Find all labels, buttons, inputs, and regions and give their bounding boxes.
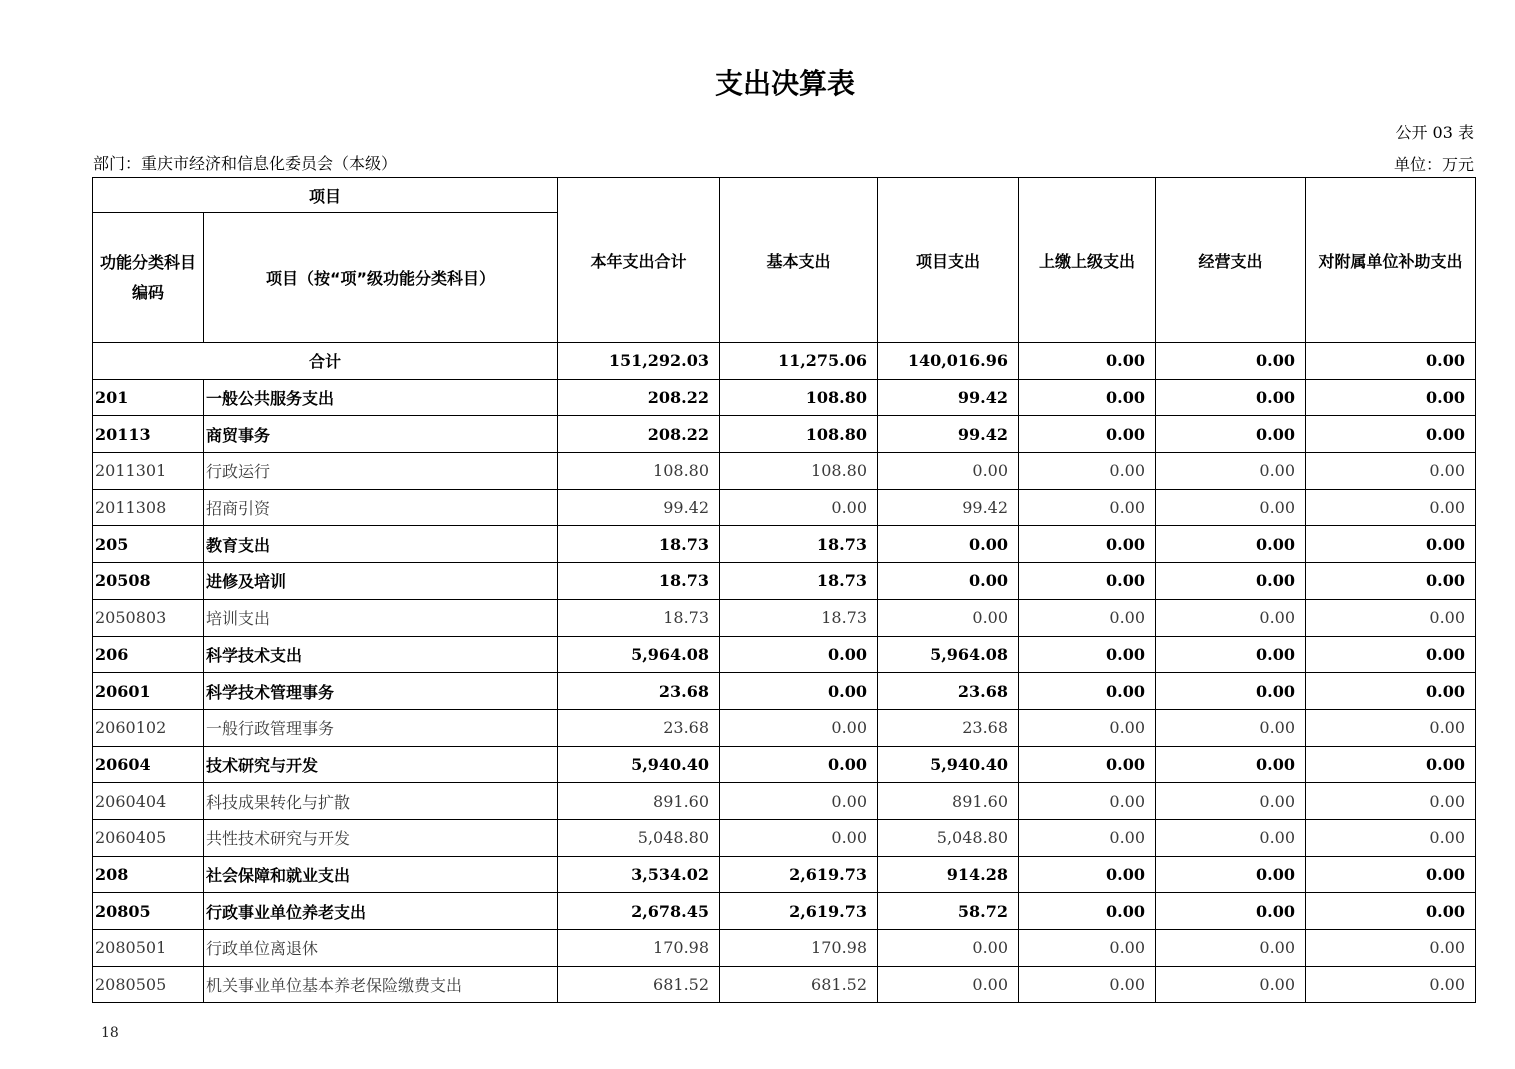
amount-cell: 0.00 [1306, 783, 1476, 820]
amount-cell: 0.00 [1306, 526, 1476, 563]
amount-cell: 0.00 [1156, 746, 1306, 783]
amount-cell: 0.00 [1156, 856, 1306, 893]
amount-cell: 23.68 [558, 709, 720, 746]
subject-name: 科技成果转化与扩散 [204, 783, 558, 820]
subject-name: 技术研究与开发 [204, 746, 558, 783]
amount-cell: 23.68 [878, 709, 1019, 746]
subject-name: 一般行政管理事务 [204, 709, 558, 746]
header-total: 本年支出合计 [558, 178, 720, 343]
subject-name: 商贸事务 [204, 416, 558, 453]
total-label: 合计 [93, 343, 558, 380]
amount-cell: 0.00 [1019, 489, 1156, 526]
amount-cell: 99.42 [878, 489, 1019, 526]
header-code: 功能分类科目编码 [93, 213, 204, 343]
amount-cell: 0.00 [878, 526, 1019, 563]
total-value: 0.00 [1019, 343, 1156, 380]
header-subsidy: 对附属单位补助支出 [1306, 178, 1476, 343]
table-row [93, 453, 1476, 490]
subject-code: 2011308 [93, 489, 204, 526]
table-row [93, 856, 1476, 893]
amount-cell: 3,534.02 [558, 856, 720, 893]
amount-cell: 681.52 [720, 966, 878, 1003]
amount-cell: 5,940.40 [558, 746, 720, 783]
subject-code: 2080501 [93, 930, 204, 967]
subject-code: 208 [93, 856, 204, 893]
total-value: 11,275.06 [720, 343, 878, 380]
amount-cell: 5,048.80 [878, 819, 1019, 856]
subject-code: 20508 [93, 563, 204, 600]
total-row [93, 343, 1476, 380]
amount-cell: 0.00 [1306, 746, 1476, 783]
subject-name: 进修及培训 [204, 563, 558, 600]
amount-cell: 0.00 [1306, 930, 1476, 967]
page-number: 18 [101, 1025, 119, 1041]
amount-cell: 0.00 [1019, 379, 1156, 416]
amount-cell: 0.00 [720, 636, 878, 673]
amount-cell: 0.00 [1019, 673, 1156, 710]
amount-cell: 0.00 [1156, 673, 1306, 710]
amount-cell: 0.00 [878, 930, 1019, 967]
table-row [93, 746, 1476, 783]
amount-cell: 18.73 [720, 526, 878, 563]
amount-cell: 0.00 [720, 819, 878, 856]
subject-name: 一般公共服务支出 [204, 379, 558, 416]
total-value: 140,016.96 [878, 343, 1019, 380]
amount-cell: 0.00 [1156, 893, 1306, 930]
amount-cell: 0.00 [1306, 379, 1476, 416]
table-row [93, 930, 1476, 967]
amount-cell: 914.28 [878, 856, 1019, 893]
amount-cell: 2,678.45 [558, 893, 720, 930]
subject-name: 行政运行 [204, 453, 558, 490]
amount-cell: 0.00 [1156, 599, 1306, 636]
subject-code: 201 [93, 379, 204, 416]
header-basic: 基本支出 [720, 178, 878, 343]
amount-cell: 681.52 [558, 966, 720, 1003]
amount-cell: 18.73 [558, 563, 720, 600]
amount-cell: 0.00 [1156, 416, 1306, 453]
table-row [93, 893, 1476, 930]
amount-cell: 2,619.73 [720, 856, 878, 893]
subject-name: 社会保障和就业支出 [204, 856, 558, 893]
table-number: 公开 03 表 [1395, 123, 1474, 142]
header-item: 项目（按“项”级功能分类科目） [204, 213, 558, 343]
amount-cell: 23.68 [558, 673, 720, 710]
amount-cell: 5,964.08 [558, 636, 720, 673]
amount-cell: 0.00 [1019, 563, 1156, 600]
subject-name: 科学技术管理事务 [204, 673, 558, 710]
amount-cell: 0.00 [1306, 709, 1476, 746]
table-row [93, 783, 1476, 820]
amount-cell: 0.00 [1306, 819, 1476, 856]
amount-cell: 170.98 [558, 930, 720, 967]
amount-cell: 208.22 [558, 416, 720, 453]
subject-code: 20805 [93, 893, 204, 930]
amount-cell: 108.80 [558, 453, 720, 490]
amount-cell: 0.00 [1306, 563, 1476, 600]
table-row [93, 636, 1476, 673]
amount-cell: 0.00 [1156, 563, 1306, 600]
amount-cell: 108.80 [720, 379, 878, 416]
amount-cell: 0.00 [720, 709, 878, 746]
subject-name: 教育支出 [204, 526, 558, 563]
subject-code: 205 [93, 526, 204, 563]
amount-cell: 0.00 [1306, 856, 1476, 893]
subject-name: 机关事业单位基本养老保险缴费支出 [204, 966, 558, 1003]
amount-cell: 99.42 [878, 416, 1019, 453]
amount-cell: 0.00 [1156, 966, 1306, 1003]
table-row [93, 709, 1476, 746]
table-row [93, 489, 1476, 526]
table-row [93, 526, 1476, 563]
amount-cell: 0.00 [1306, 453, 1476, 490]
expenditure-table [92, 177, 1476, 1003]
amount-cell: 0.00 [1019, 416, 1156, 453]
amount-cell: 0.00 [1306, 966, 1476, 1003]
amount-cell: 0.00 [720, 673, 878, 710]
subject-name: 招商引资 [204, 489, 558, 526]
unit-label: 单位：万元 [1393, 155, 1474, 174]
subject-name: 行政单位离退休 [204, 930, 558, 967]
amount-cell: 0.00 [878, 966, 1019, 1003]
subject-name: 共性技术研究与开发 [204, 819, 558, 856]
amount-cell: 18.73 [720, 599, 878, 636]
amount-cell: 0.00 [720, 746, 878, 783]
total-value: 0.00 [1156, 343, 1306, 380]
amount-cell: 0.00 [1156, 453, 1306, 490]
subject-code: 2060102 [93, 709, 204, 746]
subject-code: 20113 [93, 416, 204, 453]
total-value: 151,292.03 [558, 343, 720, 380]
table-row [93, 673, 1476, 710]
amount-cell: 0.00 [1019, 856, 1156, 893]
amount-cell: 0.00 [1019, 893, 1156, 930]
amount-cell: 0.00 [1156, 930, 1306, 967]
amount-cell: 0.00 [1156, 636, 1306, 673]
subject-code: 20604 [93, 746, 204, 783]
amount-cell: 0.00 [720, 783, 878, 820]
table-row [93, 379, 1476, 416]
amount-cell: 0.00 [1019, 709, 1156, 746]
amount-cell: 0.00 [1019, 599, 1156, 636]
amount-cell: 170.98 [720, 930, 878, 967]
amount-cell: 108.80 [720, 416, 878, 453]
amount-cell: 0.00 [1156, 783, 1306, 820]
subject-code: 2060405 [93, 819, 204, 856]
amount-cell: 0.00 [1156, 489, 1306, 526]
amount-cell: 0.00 [1019, 819, 1156, 856]
header-project: 项目 [93, 178, 558, 213]
amount-cell: 0.00 [1156, 379, 1306, 416]
amount-cell: 0.00 [1306, 636, 1476, 673]
subject-code: 20601 [93, 673, 204, 710]
amount-cell: 23.68 [878, 673, 1019, 710]
header-operating: 经营支出 [1156, 178, 1306, 343]
amount-cell: 0.00 [1019, 453, 1156, 490]
amount-cell: 58.72 [878, 893, 1019, 930]
amount-cell: 2,619.73 [720, 893, 878, 930]
amount-cell: 108.80 [720, 453, 878, 490]
amount-cell: 891.60 [878, 783, 1019, 820]
header-superior: 上缴上级支出 [1019, 178, 1156, 343]
amount-cell: 18.73 [720, 563, 878, 600]
subject-name: 科学技术支出 [204, 636, 558, 673]
subject-code: 2080505 [93, 966, 204, 1003]
amount-cell: 0.00 [1019, 966, 1156, 1003]
amount-cell: 0.00 [720, 489, 878, 526]
amount-cell: 0.00 [1306, 673, 1476, 710]
table-row [93, 416, 1476, 453]
department-label: 部门：重庆市经济和信息化委员会（本级） [93, 154, 398, 173]
amount-cell: 0.00 [1019, 526, 1156, 563]
page-title: 支出决算表 [714, 67, 855, 100]
table-row [93, 563, 1476, 600]
table-row [93, 819, 1476, 856]
amount-cell: 5,964.08 [878, 636, 1019, 673]
amount-cell: 0.00 [1306, 599, 1476, 636]
amount-cell: 99.42 [558, 489, 720, 526]
total-value: 0.00 [1306, 343, 1476, 380]
amount-cell: 5,048.80 [558, 819, 720, 856]
amount-cell: 18.73 [558, 599, 720, 636]
table-row [93, 966, 1476, 1003]
subject-code: 2050803 [93, 599, 204, 636]
amount-cell: 0.00 [1306, 489, 1476, 526]
amount-cell: 5,940.40 [878, 746, 1019, 783]
amount-cell: 0.00 [878, 563, 1019, 600]
amount-cell: 0.00 [1019, 636, 1156, 673]
amount-cell: 0.00 [1019, 783, 1156, 820]
subject-code: 2011301 [93, 453, 204, 490]
amount-cell: 891.60 [558, 783, 720, 820]
amount-cell: 208.22 [558, 379, 720, 416]
amount-cell: 18.73 [558, 526, 720, 563]
amount-cell: 0.00 [878, 599, 1019, 636]
amount-cell: 0.00 [1306, 416, 1476, 453]
subject-name: 行政事业单位养老支出 [204, 893, 558, 930]
amount-cell: 0.00 [1156, 819, 1306, 856]
header-project-expense: 项目支出 [878, 178, 1019, 343]
amount-cell: 0.00 [1306, 893, 1476, 930]
subject-code: 206 [93, 636, 204, 673]
subject-name: 培训支出 [204, 599, 558, 636]
amount-cell: 0.00 [1019, 930, 1156, 967]
amount-cell: 0.00 [1156, 709, 1306, 746]
table-row [93, 599, 1476, 636]
amount-cell: 0.00 [1019, 746, 1156, 783]
amount-cell: 0.00 [878, 453, 1019, 490]
subject-code: 2060404 [93, 783, 204, 820]
amount-cell: 99.42 [878, 379, 1019, 416]
amount-cell: 0.00 [1156, 526, 1306, 563]
